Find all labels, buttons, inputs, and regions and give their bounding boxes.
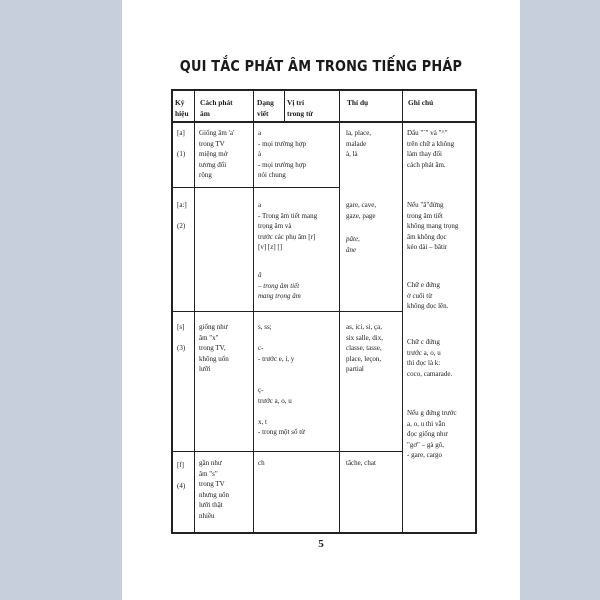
row2-written-form-a: a - Trong âm tiết mang trọng âm và trước các phụ âm [r] [v] [z] [] [258, 201, 318, 251]
header-divider [171, 121, 477, 123]
row2-written-form-a-circumflex: â – trong âm tiết mang trọng âm [258, 271, 301, 300]
row4-written-form: ch [258, 459, 265, 467]
note-accent: Dấu "`" và "^" trên chữ a không làm thay đổi cách phát âm. [407, 129, 455, 169]
row3-symbol: [s] (3) [177, 323, 186, 352]
row2-example-1: gare, cave, gaze, page [346, 201, 377, 220]
row4-example: tâche, chat [346, 459, 376, 467]
table-border-bottom [171, 532, 477, 534]
row1-written-form: a - mọi trường hợp à - mọi trường hợp nói chung [258, 129, 306, 179]
left-margin-panel [0, 0, 122, 600]
right-margin-panel [520, 0, 600, 600]
row1-pronunciation: Giống âm 'a' trong TV miệng mở tương đối rộng [199, 129, 235, 179]
header-ky-hieu: Ký hiệu [175, 98, 189, 118]
page-number: 5 [318, 538, 324, 550]
row-divider-2 [171, 311, 403, 312]
page-title: QUI TẮC PHÁT ÂM TRONG TIẾNG PHÁP [179, 57, 463, 75]
header-thi-du: Thí dụ [347, 98, 369, 107]
table-border-right [475, 89, 477, 534]
row4-pronunciation: gần như âm "s" trong TV nhưng uốn lưỡi thật nhiều [199, 459, 230, 520]
row3-written-form: s, ss; c- - trước e, i, y ç- trước a, o, u x, t - trong một số từ [258, 323, 305, 436]
row2-example-2: pâte, âne [346, 235, 360, 254]
note-final-e: Chữ e đứng ở cuối từ không đọc lên. [407, 281, 449, 310]
row1-example: la, place, malade à, là [346, 129, 372, 158]
note-letter-g: Nếu g đứng trước a, o, u thì vẫn đọc giống như "gơ" – gà gô, - gare, cargo [407, 409, 457, 459]
row1-symbol: [a] (1) [177, 129, 186, 158]
note-letter-c: Chữ c đứng trước a, o, u thì đọc là k: coco, camarade. [407, 338, 453, 378]
row4-symbol: [f] (4) [177, 461, 186, 490]
header-ghi-chu: Ghi chú [408, 98, 434, 107]
row3-example: as, ici, si, ça, six salle, dix, classe, tasse, place, leçon, partial [346, 323, 383, 373]
header-vi-tri: Vị trí trong từ [287, 98, 313, 118]
table-border-top [171, 89, 477, 91]
row-divider-1 [171, 187, 254, 188]
row2-symbol: [a:] (2) [177, 201, 187, 230]
row-divider-3 [171, 451, 403, 452]
header-cach-phat-am: Cách phát âm [200, 98, 233, 118]
row-divider-1b [253, 187, 340, 188]
book-page [122, 0, 520, 600]
col-divider-3 [284, 89, 285, 122]
row3-pronunciation: giống như âm "x" trong TV, không uốn lưỡi [199, 323, 229, 373]
header-dang-viet: Dạng viết [257, 98, 274, 118]
note-a-circumflex: Nếu "â"đứng trong âm tiết không mang trọng âm không đọc kéo dài – bâtir [407, 201, 459, 251]
